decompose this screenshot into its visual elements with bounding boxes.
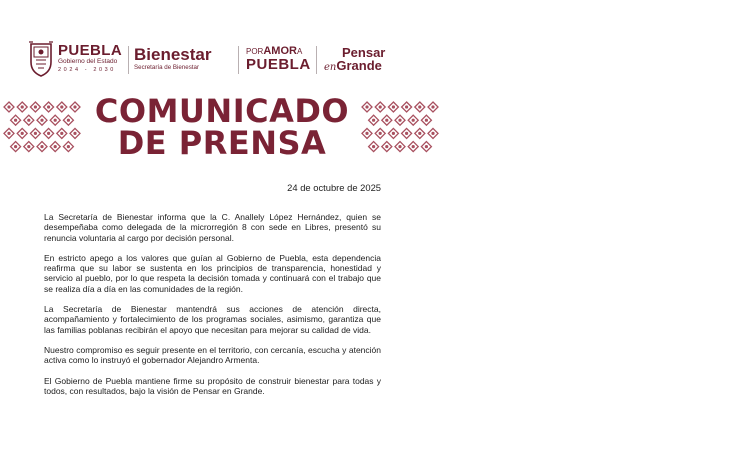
title-line-2: DE PRENSA bbox=[117, 124, 327, 162]
pensar-logo-word2: en bbox=[324, 62, 337, 73]
pattern-motif bbox=[369, 142, 379, 152]
pattern-motif bbox=[382, 115, 392, 125]
pattern-motif bbox=[375, 128, 385, 138]
title-line-1: COMUNICADO bbox=[94, 92, 350, 130]
press-release-title bbox=[88, 92, 356, 162]
pattern-motif bbox=[57, 128, 67, 138]
gov-logo-years: 2024 - 2030 bbox=[58, 67, 116, 73]
gov-logo-name: PUEBLA bbox=[58, 42, 123, 59]
bienestar-logo bbox=[134, 46, 211, 73]
bienestar-logo-name: Bienestar bbox=[134, 45, 212, 64]
release-date: 24 de octubre de 2025 bbox=[287, 182, 381, 193]
decorative-pattern-icon bbox=[360, 100, 440, 154]
pensar-logo-word1: Pensar bbox=[342, 45, 386, 60]
pattern-motif bbox=[362, 128, 372, 138]
press-release-body bbox=[44, 212, 381, 406]
pattern-motif bbox=[408, 142, 418, 152]
amor-logo-place: PUEBLA bbox=[246, 56, 311, 73]
body-paragraph: Nuestro compromiso es seguir presente en el territorio, con cercanía, escucha y atención activa como lo instruyó el gobernador Alejandro Armenta. bbox=[44, 344, 381, 366]
pattern-motif bbox=[24, 115, 34, 125]
pattern-motif bbox=[382, 142, 392, 152]
pattern-motif bbox=[428, 102, 438, 112]
pattern-motif bbox=[4, 128, 14, 138]
decorative-pattern-icon bbox=[2, 100, 82, 154]
pattern-motif bbox=[50, 115, 60, 125]
pattern-motif bbox=[63, 115, 73, 125]
pensar-logo-word3: Grande bbox=[336, 58, 382, 73]
pattern-motif bbox=[428, 128, 438, 138]
body-paragraph: El Gobierno de Puebla mantiene firme su propósito de construir bienestar para todas y todos, con resultados, bajo la visión de Pensar en Grande. bbox=[44, 375, 381, 396]
pattern-motif bbox=[395, 115, 405, 125]
pensar-en-grande-logo bbox=[324, 46, 385, 74]
gobierno-puebla-logo bbox=[58, 43, 122, 74]
pattern-motif bbox=[11, 115, 21, 125]
state-coat-of-arms-icon bbox=[28, 40, 54, 78]
gov-logo-subtitle: Gobierno del Estado bbox=[58, 58, 118, 65]
pattern-motif bbox=[375, 102, 385, 112]
por-amor-a-puebla-logo bbox=[246, 46, 311, 72]
pattern-motif bbox=[4, 102, 14, 112]
body-paragraph: La Secretaría de Bienestar informa que la C. Anallely López Hernández, quien se desempeñaba como delegada de la microrregión 8 con sede en Libres, presentó su renuncia voluntaria al cargo por decisión personal. bbox=[44, 212, 381, 243]
pattern-motif bbox=[11, 142, 21, 152]
logo-divider bbox=[128, 46, 129, 74]
body-paragraph: La Secretaría de Bienestar mantendrá sus acciones de atención directa, acompañamiento y fortalecimiento de los programas sociales, asimismo, garantiza que las familias poblanas recibirán el apoyo que necesitan para mejorar su calidad de vida. bbox=[44, 304, 381, 335]
pattern-motif bbox=[70, 128, 80, 138]
pattern-motif bbox=[50, 142, 60, 152]
pattern-motif bbox=[415, 102, 425, 112]
body-paragraph: En estricto apego a los valores que guían al Gobierno de Puebla, esta dependencia reafirma que su labor se sustenta en los principios de transparencia, honestidad y servicio al pueblo, por lo que respeta la decisión tomada y continuará con el trabajo que se realiza día a día en las comunidades de la región. bbox=[44, 252, 381, 294]
pattern-motif bbox=[402, 102, 412, 112]
pattern-motif bbox=[388, 102, 398, 112]
logo-header bbox=[24, 38, 404, 82]
logo-divider bbox=[316, 46, 317, 74]
pattern-motif bbox=[362, 102, 372, 112]
pattern-motif bbox=[408, 115, 418, 125]
pattern-motif bbox=[415, 128, 425, 138]
pattern-motif bbox=[44, 128, 54, 138]
pattern-motif bbox=[37, 115, 47, 125]
amor-logo-word: AMOR bbox=[263, 45, 297, 57]
pattern-motif bbox=[37, 142, 47, 152]
bienestar-logo-subtitle: Secretaría de Bienestar bbox=[134, 64, 200, 71]
pattern-motif bbox=[17, 102, 27, 112]
pattern-motif bbox=[63, 142, 73, 152]
amor-logo-suffix: A bbox=[296, 47, 303, 56]
pattern-motif bbox=[421, 115, 431, 125]
pattern-motif bbox=[70, 102, 80, 112]
logo-divider bbox=[238, 46, 239, 74]
pattern-motif bbox=[388, 128, 398, 138]
pattern-motif bbox=[369, 115, 379, 125]
pattern-motif bbox=[44, 102, 54, 112]
pattern-motif bbox=[395, 142, 405, 152]
amor-logo-prefix: POR bbox=[246, 47, 264, 56]
pattern-motif bbox=[421, 142, 431, 152]
pattern-motif bbox=[30, 128, 40, 138]
pattern-motif bbox=[57, 102, 67, 112]
pattern-motif bbox=[30, 102, 40, 112]
pattern-motif bbox=[24, 142, 34, 152]
pattern-motif bbox=[402, 128, 412, 138]
pattern-motif bbox=[17, 128, 27, 138]
